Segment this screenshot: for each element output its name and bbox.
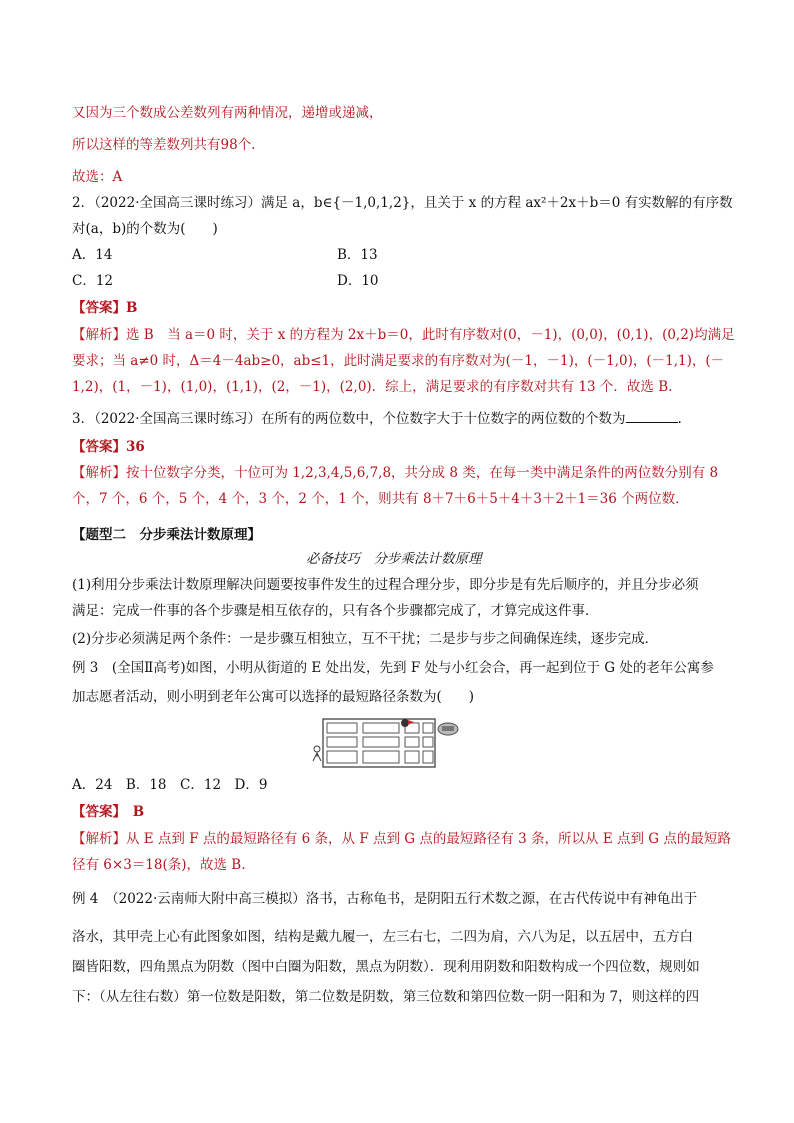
example-3-options: A．24 B．18 C．12 D．9	[72, 777, 268, 793]
technique-title: 必备技巧 分步乘法计数原理	[306, 551, 482, 567]
solution-line: 所以这样的等差数列共有98个.	[72, 137, 256, 153]
question-3-text	[72, 410, 682, 428]
question-3-prompt: 3．（2022·全国高三课时练习）在所有的两位数中，个位数字大于十位数字的两位数的个数为	[72, 411, 626, 427]
answer-label: 【答案】 B	[72, 804, 145, 820]
technique-line: (2)分步必须满足两个条件：一是步骤互相独立，互不干扰；二是步与步之间确保连续，逐步完成．	[72, 631, 659, 647]
answer-label: 【答案】B	[72, 300, 138, 316]
analysis-line: 1,2)，(1，－1)，(1,0)，(1,1)，(2，－1)，(2,0)．综上，满足要求的有序数对共有 13 个．故选 B.	[72, 379, 673, 395]
option-b: B．13	[337, 247, 378, 263]
street-map-figure	[311, 717, 459, 769]
option-d: D．10	[337, 273, 379, 289]
analysis-line: 【解析】选 B 当 a＝0 时，关于 x 的方程为 2x＋b＝0，此时有序数对(0，－1)，(0,0)，(0,1)，(0,2)均满足	[72, 327, 735, 343]
technique-line: 满足：完成一件事的各个步骤是相互依存的，只有各个步骤都完成了，才算完成这件事．	[72, 603, 599, 619]
section-heading: 【题型二 分步乘法计数原理】	[72, 527, 261, 543]
analysis-line: 【解析】从 E 点到 F 点的最短路径有 6 条，从 F 点到 G 点的最短路径有 3 条，所以从 E 点到 G 点的最短路	[72, 831, 731, 847]
question-2-text: 对(a，b)的个数为( )	[72, 221, 218, 237]
example-4-text: 洛水，其甲壳上心有此图象如图，结构是戴九履一，左三右七，二四为肩，六八为足，以五居中，五方白	[72, 929, 693, 945]
analysis-line: 径有 6×3＝18(条)，故选 B.	[72, 857, 246, 873]
example-4-text: 例 4 （2022·云南师大附中高三模拟）洛书，古称龟书，是阴阳五行术数之源，在古代传说中有神龟出于	[72, 891, 698, 907]
analysis-line: 要求；当 a≠0 时，Δ＝4－4ab≥0，ab≤1，此时满足要求的有序数对为(－1，－1)，(－1,0)，(－1,1)，(－	[72, 353, 725, 369]
person-icon	[313, 746, 321, 761]
example-4-text: 圈皆阳数，四角黑点为阴数（图中白圈为阳数，黑点为阴数）．现利用阴数和阳数构成一个四位数，规则如	[72, 959, 700, 975]
solution-line: 又因为三个数成公差数列有两种情况，递增或递减，	[72, 105, 383, 121]
example-4-text: 下：（从左往右数）第一位数是阳数，第二位数是阴数，第三位数和第四位数一阴一阳和为 7，则这样的四	[72, 989, 700, 1005]
option-c: C．12	[72, 273, 114, 289]
answer-label: 【答案】36	[72, 439, 145, 455]
question-3-end: .	[677, 411, 682, 427]
technique-line: (1)利用分步乘法计数原理解决问题要按事件发生的过程合理分步，即分步是有先后顺序的，并且分步必须	[72, 577, 699, 593]
question-2-text: 2．（2022·全国高三课时练习）满足 a，b∈{－1,0,1,2}，且关于 x 的方程 ax²＋2x＋b＝0 有实数解的有序数	[72, 195, 733, 211]
map-outer-border	[323, 719, 435, 767]
analysis-line: 【解析】按十位数字分类，十位可为 1,2,3,4,5,6,7,8，共分成 8 类，在每一类中满足条件的两位数分别有 8	[72, 465, 719, 481]
building-icon	[438, 723, 458, 735]
answer-blank	[626, 410, 678, 423]
analysis-line: 个，7 个，6 个，5 个，4 个，3 个，2 个，1 个，则共有 8＋7＋6＋5＋4＋3＋2＋1＝36 个两位数．	[72, 491, 689, 507]
city-blocks	[327, 723, 433, 763]
example-3-text: 加志愿者活动，则小明到老年公寓可以选择的最短路径条数为( )	[72, 689, 475, 705]
option-a: A．14	[72, 247, 113, 263]
example-3-text: 例 3 (全国Ⅱ高考)如图，小明从街道的 E 处出发，先到 F 处与小红会合，再一起到位于 G 处的老年公寓参	[72, 660, 714, 676]
solution-line: 故选：A	[72, 169, 123, 185]
